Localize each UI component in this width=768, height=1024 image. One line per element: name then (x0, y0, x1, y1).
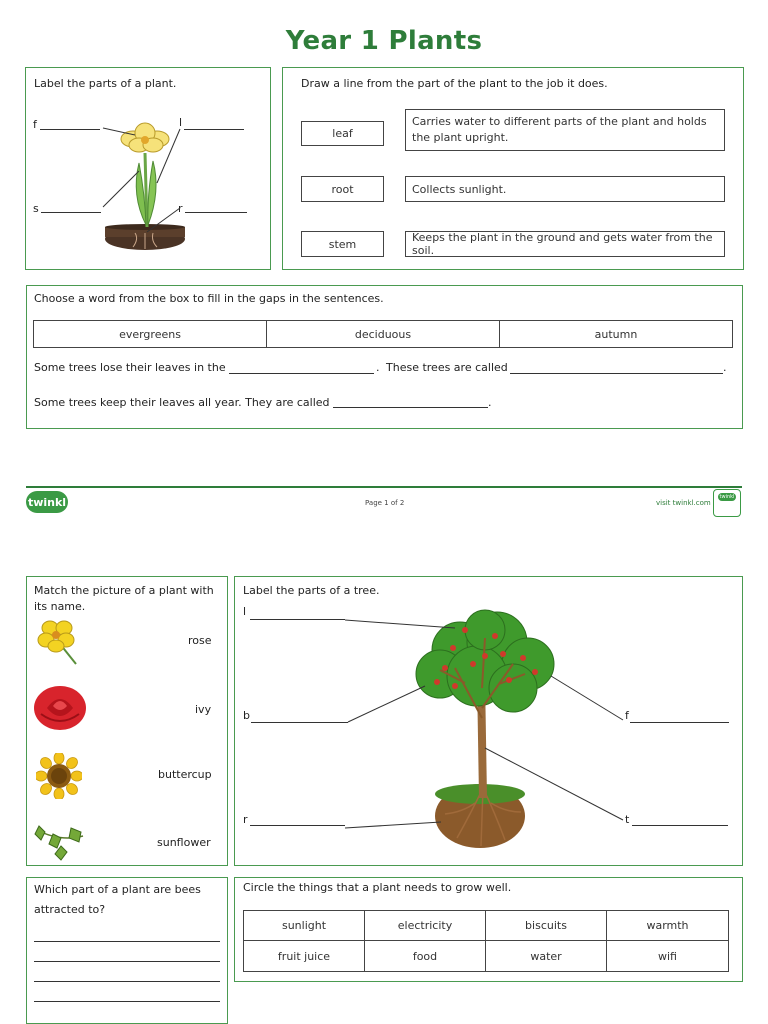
quality-badge (713, 489, 741, 517)
word-autumn: autumn (594, 327, 638, 341)
tree-label-l: l (243, 605, 247, 618)
bees-answer-line-2[interactable] (34, 961, 220, 962)
word-deciduous: deciduous (267, 321, 500, 347)
needs-grid (243, 910, 729, 972)
label-r: r (178, 202, 183, 215)
tree-answer-line-b[interactable] (251, 722, 348, 723)
bees-answer-line-1[interactable] (34, 941, 220, 942)
page-number: Page 1 of 2 (365, 499, 405, 507)
sentence-1-part-b: These trees are called (386, 361, 508, 374)
match-instruction: Match the picture of a plant with its name. (34, 584, 214, 613)
badge-text: twinkl (719, 494, 735, 500)
gap-line-1[interactable] (229, 373, 374, 374)
need-electricity[interactable]: electricity (365, 911, 486, 941)
need-wifi[interactable]: wifi (658, 949, 677, 963)
gap-fill-instruction: Choose a word from the box to fill in the gaps in the sentences. (34, 292, 384, 305)
bees-answer-line-3[interactable] (34, 981, 220, 982)
footer-divider (26, 486, 742, 488)
tree-answer-line-t[interactable] (632, 825, 728, 826)
apple-tree-illustration (345, 608, 630, 853)
tree-answer-line-l[interactable] (250, 619, 345, 620)
job-box-carries-water[interactable]: Carries water to different parts of the plant and holds the plant upright. (405, 109, 725, 151)
need-food[interactable]: food (365, 941, 486, 971)
full-stop: . (488, 396, 492, 409)
plant-jobs-instruction: Draw a line from the part of the plant to the job it does. (301, 77, 608, 90)
need-fruit-juice[interactable]: fruit juice (244, 941, 365, 971)
part-box-stem[interactable]: stem (301, 231, 384, 257)
job-box-collects-sunlight[interactable]: Collects sunlight. (405, 176, 725, 202)
tree-answer-line-r[interactable] (250, 825, 345, 826)
need-warmth[interactable]: warmth (607, 911, 728, 941)
need-sunlight[interactable]: sunlight (244, 911, 365, 941)
rose-picture-icon (33, 684, 87, 732)
full-stop: . (723, 361, 727, 374)
plant-name-ivy[interactable]: ivy (195, 703, 212, 716)
visit-link[interactable]: visit twinkl.com (656, 499, 711, 507)
tree-instruction: Label the parts of a tree. (243, 584, 380, 597)
plant-parts-instruction: Label the parts of a plant. (34, 77, 177, 90)
label-f: f (33, 118, 37, 131)
job-box-keeps-plant[interactable]: Keeps the plant in the ground and gets water from the soil. (405, 231, 725, 257)
answer-line-s[interactable] (41, 212, 101, 213)
gap-line-3[interactable] (333, 407, 488, 408)
buttercup-picture-icon (36, 618, 82, 666)
bees-answer-line-4[interactable] (34, 1001, 220, 1002)
flower-plant-illustration (95, 115, 205, 255)
sentence-1-part-a: Some trees lose their leaves in the (34, 361, 226, 374)
plant-name-buttercup[interactable]: buttercup (158, 768, 212, 781)
bees-question: Which part of a plant are bees attracted to? (34, 883, 201, 916)
sentence-2: Some trees keep their leaves all year. They are called (34, 396, 330, 409)
part-box-leaf[interactable]: leaf (301, 121, 384, 146)
plant-name-sunflower[interactable]: sunflower (157, 836, 211, 849)
need-water[interactable]: water (486, 941, 607, 971)
twinkl-logo[interactable] (26, 491, 68, 513)
tree-label-t: t (625, 813, 630, 826)
word-box (33, 320, 733, 348)
part-box-root[interactable]: root (301, 176, 384, 202)
gap-line-2[interactable] (510, 373, 723, 374)
tree-label-f: f (625, 709, 629, 722)
needs-instruction: Circle the things that a plant needs to grow well. (243, 881, 512, 894)
need-biscuits[interactable]: biscuits (486, 911, 607, 941)
answer-line-f[interactable] (40, 129, 100, 130)
label-l: l (179, 116, 183, 129)
ivy-picture-icon (33, 822, 87, 862)
plant-name-rose[interactable]: rose (188, 634, 212, 647)
tree-label-b: b (243, 709, 250, 722)
page-title: Year 1 Plants (285, 26, 483, 56)
tree-answer-line-f[interactable] (630, 722, 729, 723)
full-stop: . (376, 361, 380, 374)
word-evergreens: evergreens (34, 321, 267, 347)
sunflower-picture-icon (36, 753, 82, 799)
twinkl-logo-text: twinkl (27, 495, 67, 509)
label-s: s (33, 202, 39, 215)
tree-label-r: r (243, 813, 248, 826)
